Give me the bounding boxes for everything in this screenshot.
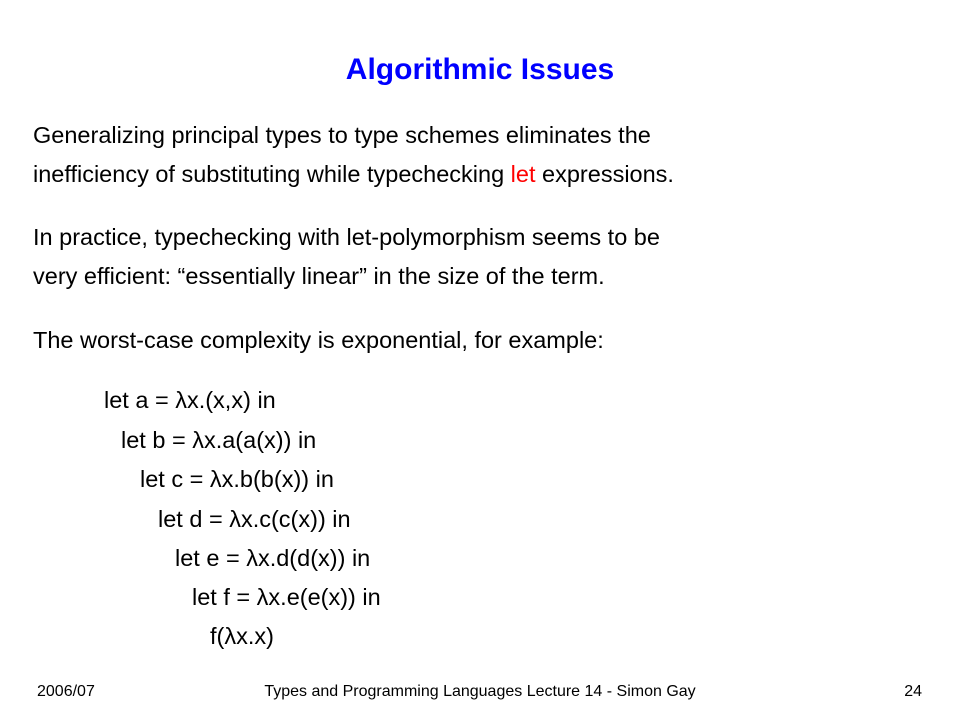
footer-course-title: Types and Programming Languages Lecture 14 - Simon Gay xyxy=(264,683,696,700)
code-line-e: let e = λx.d(d(x)) in xyxy=(175,545,371,571)
footer-year: 2006/07 xyxy=(37,683,95,700)
let-keyword: let xyxy=(510,161,536,187)
code-line-result: f(λx.x) xyxy=(210,623,274,649)
paragraph-principal-types xyxy=(33,116,674,194)
footer-page-number: 24 xyxy=(904,683,922,700)
code-line-c: let c = λx.b(b(x)) in xyxy=(140,466,334,492)
code-line-a: let a = λx.(x,x) in xyxy=(104,387,276,413)
code-line-f: let f = λx.e(e(x)) in xyxy=(192,584,381,610)
code-line-d: let d = λx.c(c(x)) in xyxy=(158,506,351,532)
paragraph-efficiency: In practice, typechecking with let-polymorphism seems to be very efficient: “essentially linear” in the size of the term. xyxy=(33,224,660,289)
slide-title: Algorithmic Issues xyxy=(345,53,615,86)
paragraph-principal-types-end: expressions. xyxy=(535,161,674,187)
code-line-b: let b = λx.a(a(x)) in xyxy=(121,427,317,453)
paragraph-worst-case: The worst-case complexity is exponential, for example: xyxy=(33,327,604,353)
paragraph-principal-types-text: Generalizing principal types to type schemes eliminates the inefficiency of substituting while typechecking xyxy=(33,122,651,187)
